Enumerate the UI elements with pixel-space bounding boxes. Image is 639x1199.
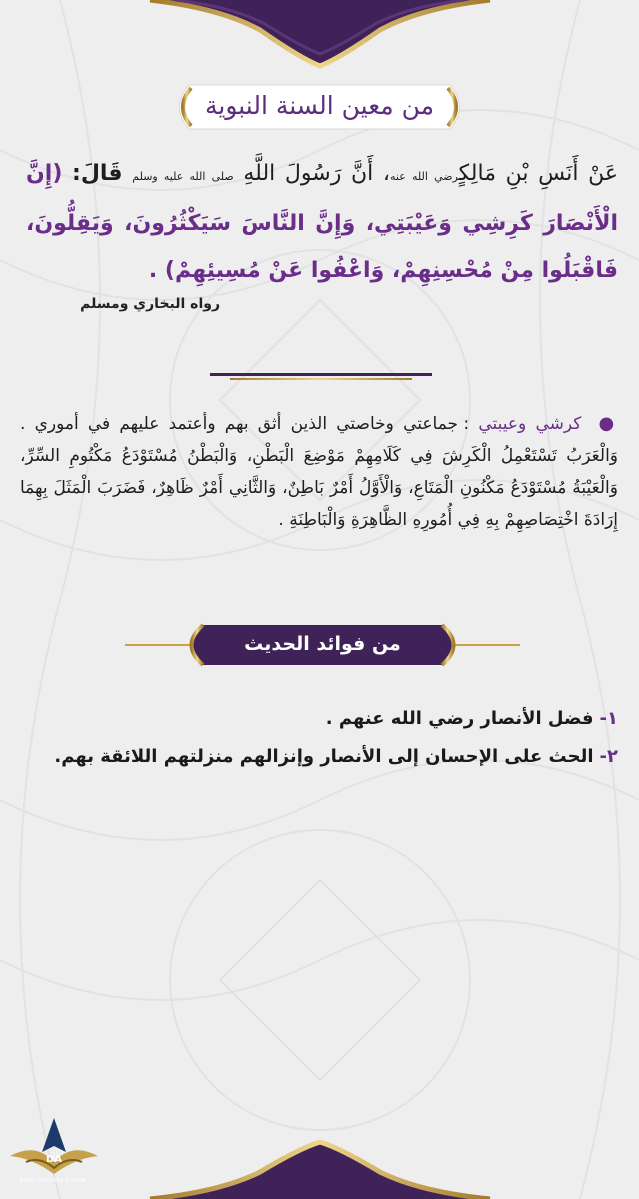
companion-honorific: رضي الله عنه [390,170,459,183]
list-item [20,738,618,776]
hadith-text [26,150,618,294]
hadith-middle: ، أَنَّ رَسُولَ اللَّهِ [243,161,391,186]
explanation-text: : جماعتي وخاصتي الذين أثق بهم وأعتمد عليهم في أموري . وَالْعَرَبُ تَسْتَعْمِلُ الْكَرِشَ فِي كَلَامِهِمْ مَوْضِعَ الْبَطْنِ، وَالْبَطْنُ مُسْتَوْدَعُ مَكْتُومِ السِّرِّ، وَالْعَيْبَةُ مُسْتَوْدَعُ مَكْنُونِ الْمَتَاعِ، وَالْأَوَّلُ أَمْرٌ بَاطِنٌ، وَالثَّانِي أَمْرٌ ظَاهِرٌ، فَضَرَبَ الْمَثَلَ بِهِمَا إِرَادَةَ اخْتِصَاصِهِمْ بِهِ فِي أُمُورِهِ الظَّاهِرَةِ وَالْبَاطِنَةِ . [20,414,618,530]
section-divider [210,372,432,382]
explanation-term: كرشي وعيبتي [478,414,582,434]
page-title: من معين السنة النبوية [204,91,435,120]
list-item [20,700,618,738]
top-arch-ornament [0,0,639,70]
benefit-text: الحث على الإحسان إلى الأنصار وإنزالهم منزلتهم اللائقة بهم. [54,746,594,767]
hadith-opening: عَنْ أَنَسِ بْنِ مَالِكٍ [458,161,618,186]
prophet-honorific: صلى الله عليه وسلم [132,170,234,183]
logo-caption: ARAB DEFENSE FORUM [19,1178,87,1184]
benefits-list [20,700,618,776]
bullet-icon: ● [598,413,619,434]
benefits-banner [125,622,520,668]
hadith-quote: (إِنَّ الْأَنْصَارَ كَرِشِي وَعَيْبَتِي، وَإِنَّ النَّاسَ سَيَكْثُرُونَ، وَيَقِلُّونَ، فَاقْبَلُوا مِنْ مُحْسِنِهِمْ، وَاعْفُوا عَنْ مُسِيئِهِمْ) . [26,161,618,283]
title-banner [165,82,474,132]
benefits-title: من فوائد الحديث [244,633,401,655]
logo-initials: DA [45,1154,63,1165]
narrator-source: رواه البخاري ومسلم [80,296,220,312]
benefit-text: فضل الأنصار رضي الله عنهم . [325,708,594,729]
hadith-qala: قَالَ: [72,161,123,186]
benefit-number: ١- [599,708,618,729]
benefit-number: ٢- [599,746,618,767]
explanation [20,408,618,536]
